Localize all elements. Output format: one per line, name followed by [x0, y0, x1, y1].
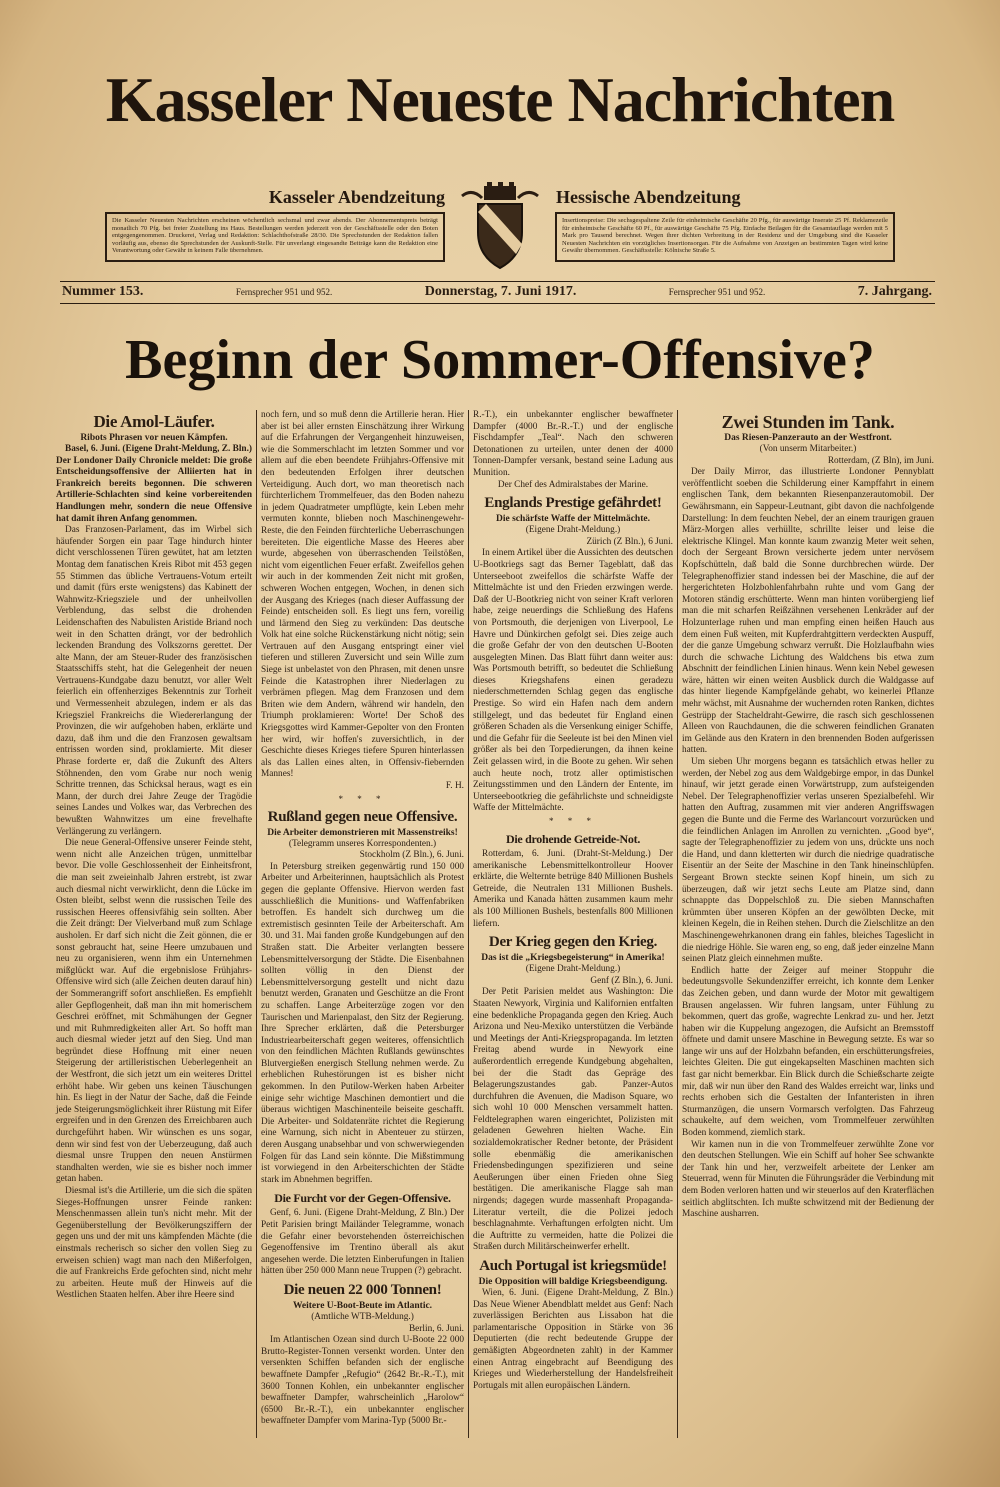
- column-rule: [468, 410, 469, 1438]
- divider: [60, 303, 935, 304]
- column-rule: [256, 410, 257, 1438]
- article-title: Rußland gegen neue Offensive.: [267, 808, 458, 825]
- article-title: Auch Portugal ist kriegsmüde!: [479, 1258, 667, 1274]
- article-paragraph: Um sieben Uhr morgens begann es tatsächlich etwas heller zu werden, der Nebel zog aus dem Waldgebirge empor, in das Dunkel hinauf, wir jetzt gerade einen Vorwärtstrupp, zum aufsteigenden Nebel. Der Telegraphenoffizier verlas unseren Spezialbefehl. Wir hatten den Auftrag, zusammen mit vier anderen Angriffswagen gegen die Bunte und die Ferme des Warlancourt vorzurücken und die feindlichen Anlagen im Anrollen zu vernichten. „Good bye“, sagte der Telegraphenoffizier zu jedem von uns, drückte uns noch die Hand, und dann kletterten wir durch die niedrige quadratische Eisentür an der Seite der Maschine in den Tank hineinschlüpfen. Sergeant Brown steckte seinen Kopf hinein, um sich zu überzeugen, daß wir jetzt sechs Leute am Platze sind, dann schnappte das Doppelschloß zu. Die sieben Mannschaften krümmten über unseren Köpfen an der gewölbten Decke, mit kleinen Kegeln, die in Reihen stehen. Durch die Zielschlitze an den Maschinengewehrkanonen drang ein fahles, bleiches Tageslicht in die niedrige Höhle. Sie waren eng, so eng, daß jeder einzelne Mann seinen Platz gleich einnehmen mußte.: [682, 757, 934, 965]
- article-subtitle: Das ist die „Kriegsbegeisterung“ in Amerika!: [481, 953, 665, 964]
- article-title: Die drohende Getreide-Not.: [505, 832, 641, 846]
- article-title: Der Krieg gegen den Krieg.: [488, 934, 658, 951]
- article-subtitle: Das Riesen-Panzerauto an der Westfront.: [724, 433, 892, 443]
- column-2: [261, 410, 464, 1428]
- article-dateline: Stockholm (Z Bln.), 6. Juni.: [359, 850, 464, 861]
- article-source: (Telegramm unseres Korrespondenten.): [288, 838, 437, 849]
- article-dateline: Berlin, 6. Juni.: [408, 1323, 464, 1334]
- article-source: (Eigene Draht-Meldung.): [525, 525, 621, 536]
- article-source: (Amtliche WTB-Meldung.): [311, 1311, 414, 1322]
- column-rule: [677, 410, 678, 1438]
- article-source: (Eigene Draht-Meldung.): [525, 964, 621, 975]
- article-title: Die Furcht vor der Gegen-Offensive.: [274, 1191, 451, 1206]
- article-paragraph: Im Atlantischen Ozean sind durch U-Boote 22 000 Brutto-Register-Tonnen versenkt worden. Unter den versenkten Schiffen befanden sich der englische bewaffnete Dampfer „Refugio“ (2642 Br.-R.-T.), mit 3600 Tonnen Kohlen, ein unbekannter englischer bewaffneter Dampfer, wahrscheinlich „Harolow“ (6500 Br.-R.-T.), ein unbekannter englischer bewaffneter Dampfer vom Marina-Typ (5000 Br.-: [261, 1335, 464, 1427]
- article-paragraph: Genf, 6. Juni. (Eigene Draht-Meldung, Z Bln.) Der Petit Parisien bringt Mailänder Telegramme, wonach die Gefahr einer bevorstehenden österreichischen Gegenoffensive im Trentino überall als akut angesehen werde. Die letzten Einberufungen in Italien hätten über 250 000 Mann neue Truppen (?) gebracht.: [261, 1208, 464, 1277]
- article-paragraph: Wien, 6. Juni. (Eigene Draht-Meldung, Z Bln.) Das Neue Wiener Abendblatt meldet aus Genf: Nach zuverlässigen Berichten aus Lissabon hat die parlamentarische Opposition in Stärke von 36 Deputierten (die recht bedeutende Gruppe der gemäßigten Abgeordneten zahlt) in der Kammer einen Antrag eingebracht auf Beendigung des Krieges und Wiederherstellung der Handelsfreiheit Portugals mit allen europäischen Ländern.: [473, 1288, 673, 1391]
- article-title: Englands Prestige gefährdet!: [484, 495, 662, 512]
- article-paragraph: R.-T.), ein unbekannter englischer bewaffneter Dampfer (4000 Br.-R.-T.) und der englische Fischdampfer „Teal“. Nach den schweren Detonationen zu urteilen, unter denen der 4000 Tonnen-Dampfer versank, bestand seine Ladung aus Munition.: [473, 410, 673, 478]
- masthead-subtitle-right: Hessische Abendzeitung: [556, 187, 741, 207]
- article-lead: Basel, 6. Juni. (Eigene Draht-Meldung, Z. Bln.) Der Londoner Daily Chronicle meldet: Die große Entscheidungsoffensive der Alliierten hat in Frankreich bereits begonnen. Die schweren Artillerie-Schlachten sind keine vorbereitenden Handlungen mehr, sondern die neue Offensive hat damit ihren Anfang genommen.: [56, 444, 252, 524]
- phone-right: Fernsprecher 951 und 952.: [668, 287, 766, 297]
- masthead-subtitle-left: Kasseler Abendzeitung: [268, 187, 445, 207]
- volume: 7. Jahrgang.: [857, 284, 932, 299]
- author-signature: Der Chef des Admiralstabes der Marine.: [497, 479, 649, 490]
- article-title: Die neuen 22 000 Tonnen!: [283, 1281, 442, 1298]
- article-subtitle: Die Opposition will baldige Kriegsbeendigung.: [478, 1277, 668, 1287]
- author-signature: F. H.: [445, 781, 464, 791]
- column-3: [473, 410, 673, 1392]
- article-paragraph: In Petersburg streiken gegenwärtig rund 150 000 Arbeiter und Arbeiterinnen, hauptsächlich als Protest gegen die geplante Offensive. Hiervon werden fast ausschließlich die Munitions- und Waffenfabriken betroffen. Es handelt sich durchweg um die extremistisch gesinnten Teile der Arbeiterschaft. Am 30. und 31. Mai fanden große Kundgebungen auf den Straßen statt. Die Arbeiter verlangten bessere Lebensmittelversorgung der Städte. Die Eisenbahnen sollten völlig in den Dienst der Lebensmittelversorgung gestellt und nicht dazu benutzt werden, Granaten und Geschütze an die Front zu schaffen. Lange Arbeiterzüge zogen vor den Taurischen und Marienpalast, den Sitz der Regierung. Ihre Sprecher erklärten, daß die Petersburger Industriearbeiterschaft gegen weiteres, offensichtlich von den feindlichen Mächten Rußlands gewünschtes Blutvergießen energisch Stellung nehmen werde. Zu erheblichen Ruhestörungen ist es bisher nicht gekommen. In den Putilow-Werken haben Arbeiter einige sehr wichtige Maschinen demontiert und die überaus wichtigen Maschinenteile beiseite geschafft. Die Arbeiter- und Soldatenräte richtet die Regierung eine Warnung, sich nicht in Abenteuer zu stürzen, deren Ausgang unabsehbar und von schwerwiegenden Folgen für das Land sein könnte. Die Mißstimmung ist vorwiegend in den Arbeiterschichten der Städte stark im Abnehmen begriffen.: [261, 861, 464, 1185]
- divider: [60, 281, 935, 282]
- article-paragraph: Die neue General-Offensive unserer Feinde steht, wenn nicht alle Anzeichen trügen, unmittelbar bevor. Die volle Geschlossenheit der Einheitsfront, die man seit zweieinhalb Jahren erstrebt, ist zwar auch diesmal nicht verwirklicht, denn die Lücke im Osten bleibt, selbst wenn die russischen Teile des russischen Heeres offensivfähig sein sollten. Aber die Zeit drängt: Der Vielverband muß zum Schlage ausholen. Er darf sich nicht die Zeit gönnen, die er sonst gebraucht hat, seine Heere umzubauen und neu zu organisieren, wenn ihm ein Unternehmen mißglückt war. Auf die ergebnislose Frühjahrs-Offensive wird sich (alle Zeichen deuten darauf hin) der Sommerangriff sofort anschließen. Es empfiehlt aller Gepflogenheit, daß man ihn mit homerischem Geschrei eröffnet, mit Schmähungen der Gegner und mit Ruhmredigkeiten aller Art. So hofft man auch diesmal wieder jetzt auf den Sieg. Und man begründet diese Hoffnung mit einer neuen Steigerung der artilleristischen Ueberlegenheit an der Westfront, die sich jetzt um ein weiteres Drittel erhöht habe. Wir geben uns keinen Täuschungen hin. Es liegt in der Natur der Sache, daß die Feinde jede Steigerungsmöglichkeit ihrer Rüstung mit Eifer ergreifen und in den Grenzen des Erreichbaren auch durchgeführt haben. Wir wünschen es uns sogar, denn wir sind fest von der Ueberzeugung, daß auch diesmal unsre Truppen den neuen Anstürmen standhalten werden, wie sie es bisher noch immer getan haben.: [56, 838, 252, 1185]
- column-1: [56, 410, 252, 1302]
- separator-stars: * * *: [549, 816, 597, 826]
- coat-of-arms-icon: [452, 182, 548, 272]
- separator-stars: * * *: [338, 793, 387, 804]
- article-paragraph: Der Petit Parisien meldet aus Washington: Die Staaten Newyork, Virginia und Kalifornien entfalten eine bedenkliche Propaganda gegen den Krieg. Auch Arizona und Neu-Mexiko unterstützen die Verbände und Meetings der Anti-Kriegspropaganda. Im letzten Freitag abend wurde in Newyork eine außerordentlich erregende Kundgebung abgehalten, bei der die Stadt das Gepräge des Belagerungszustandes gab. Panzer-Autos durchfuhren die Avenuen, die Madison Square, wo sich wohl 10 000 Menschen versammelt hatten. Feldtelegraphen waren eingerichtet, Polizisten mit geladenen Gewehren hielten Wache. Ein sozialdemokratischer Redner betonte, der Präsident solle ebenmäßig die amerikanischen Friedensbedingungen spezifizieren und seine Aeußerungen über einen Frieden ohne Sieg bestätigen. Die amerikanische Flagge sah man nirgends; dagegen wurde massenhaft Propaganda-Literatur verteilt, die die Polizei jedoch beschlagnahmte. Verhaftungen erfolgten nicht. Um die Auftritte zu vermeiden, hatte die Polizei die Straßen durch Militärscheinwerfer erhellt.: [473, 987, 673, 1253]
- article-paragraph: Wir kamen nun in die von Trommelfeuer zerwühlte Zone vor den deutschen Stellungen. Wie ein Schiff auf hoher See schwankte der Tank hin und her, verzweifelt arbeitete der Lenker am Steuerrad, wenn für Minuten die Führungsräder die Verbindung mit dem Boden verloren hatten und wir steuerlos auf den Kraterflächen seitlich abglitschten. Ich mußte schwitzend mit der Bedienung der Maschine ausharren.: [682, 1139, 934, 1220]
- issue-date: Donnerstag, 7. Juni 1917.: [424, 284, 577, 299]
- article-subtitle: Ribots Phrasen vor neuen Kämpfen.: [80, 433, 228, 443]
- article-dateline: Genf (Z Bln.), 6. Juni.: [590, 975, 673, 986]
- article-subtitle: Die schärfste Waffe der Mittelmächte.: [496, 514, 650, 525]
- article-paragraph: Rotterdam, 6. Juni. (Draht-St-Meldung.) Der amerikanische Lebensmittelkontrolleur Hoover erklärte, die Welternte betrüge 840 Millionen Bushels Getreide, die Neutralen 131 Millionen Bushels. Amerika und Kanada hätten zusammen kaum mehr als 100 Millionen Bushels, bestenfalls 800 Millionen liefern.: [473, 849, 673, 929]
- article-paragraph: noch fern, und so muß denn die Artillerie heran. Hier aber ist bei aller ernsten Einschätzung ihrer Wirkung auf die Erfahrungen der Vergangenheit hinzuweisen, wie die Sommerschlacht im letzten Sommer und vor allem auf die eben beendete Frühjahrs-Offensive mit den bedeutenden Erfolgen ihrer deutschen Verteidigung. Auch dort, wo man theoretisch nach fürchterlichem Trommelfeuer, das den Boden nahezu in jedem Quadratmeter umpflügte, kein Leben mehr vermuten konnte, blieben noch Maschinengewehr-Reste, die den Feinden fürchterliche Ueberraschungen bereiteten. Die eigentliche Masse des Heeres aber wurde, abgesehen von überraschenden Teilstößen, nicht vom eigentlichen Feuer erfaßt. Zweifellos gehen wir auch in der kommenden Zeit nicht mit großen, schweren Wochen entgegen, Wochen, in denen sich der Ausgang des Krieges (nach dieser Auffassung der Feinde) entscheiden soll. Es liegt uns fern, voreilig und lärmend den Sieg zu verkünden: Das deutsche Volk hat eine solche Rückenstärkung nicht nötig; sein Vertrauen auf den Ausgang entspringt einer viel tieferen und stilleren Zuversicht und sein Wille zum Siege ist unbelastet von den Phrasen, mit denen unsre Feinde die Katastrophen ihrer Niederlagen zu verbrämen pflegen. Mag dem Franzosen und dem Briten wie dem Andern, während wir handeln, den Triumph proklamieren: Worte! Der Schoß des Kriegsgottes wird Kammer-Gepolter von den Fronten her wird, wir hoffen's zuversichtlich, in der Geschichte dieses Krieges tiefere Spuren hinterlassen als das Lallen eines alten, in Offensiv-fiebernden Mannes!: [261, 410, 464, 780]
- article-subtitle: Weitere U-Boot-Beute im Atlantic.: [292, 1300, 433, 1311]
- article-source: (Von unserm Mitarbeiter.): [759, 444, 857, 454]
- issue-number: Nummer 153.: [62, 284, 144, 299]
- dateline: [62, 283, 932, 301]
- article-dateline: Rotterdam, (Z Bln), im Juni.: [827, 455, 934, 466]
- masthead-title: Kasseler Neueste Nachrichten: [105, 64, 895, 135]
- article-paragraph: Der Daily Mirror, das illustrierte Londoner Pennyblatt veröffentlicht soeben die Schilderung einer Kampffahrt in einem englischen Tank, dem bekannten Riesenpanzerautomobil. Der Gewährsmann, ein Sappeur-Leutnant, gibt davon die nachfolgende Darstellung: In dem feuchten Nebel, der an einem traurigen grauen März-Morgen alles verhüllte, schrillte leiser und leise die elektrische Klingel. Man konnte kaum zwanzig Meter weit sehen, doch der Sergeant Brown versicherte jedem unter nervösem Kopfschütteln, daß bald die Sonne durchbrechen würde. Der Telegraphenoffizier stand indessen bei der Maschine, die auf der hergerichteten Holzbohlenfahrbahn ruhte und vom Gang der Motoren ständig erschütterte. Wenn man hinten vorübergieng lief man die mit scharfen Reißzähnen versehenen Lenkräder auf der Holzunterlage ruhen und man empfing einen heißen Hauch aus dem einen Fuß weiten, mit Kupferdrahtgittern verdeckten Auspuff, der die ganze Umgebung schwarz verrußt. Die Holzlaufbahn wies durch die schwache Lichtung des Waldchens bis etwa zum Abschnitt der feindlichen Linien hinaus. Wenn kein Nebel gewesen wäre, hätten wir einen weiten Ausblick durch die Waldgasse auf das hinter liegende Kampfgelände gehabt, wo keinerlei Pflanze mehr wächst, mit Ausnahme der wuchernden roten Ranken, dichtes Gestrüpp der Stacheldraht-Gewirre, die rasch sich geschlossenen Alleen von Rauchdaunen, die die schweren feindlichen Granaten im Gelände aus den Kratern in den brennenden Boden aufgerissen hatten.: [682, 467, 934, 756]
- main-headline: Beginn der Sommer-Offensive?: [125, 329, 875, 391]
- article-paragraph: In einem Artikel über die Aussichten des deutschen U-Bootkriegs sagt das Berner Tageblatt, daß das Unterseeboot zweifellos die schärfste Waffe der Mittelmächte ist und den Frieden erzwingen werde. Daß der U-Bootkrieg nicht von seiner Kraft verloren habe, zeige neuerdings die Schließung des Hafens von Portsmouth, die derjenigen von Liverpool, Le Havre und Dünkirchen gefolgt sei. Dies zeige auch die große Gefahr der von den deutschen U-Booten ausgelegten Minen. Das Blatt führt dann weiter aus: Was Portsmouth betrifft, so bedeutet die Schließung dieses Kriegshafens einen geradezu niederschmetternden Schlag gegen das englische Prestige. So wird ein Hafen nach dem andern stillgelegt, und das bedeutet für England einen größeren Schaden als die Versenkung einiger Schiffe, und die Gefahr für die Seeleute ist bei den Minen viel größer als bei den Torpedierungen, da ihnen keine Zeit gelassen wird, in die Boote zu gehen. Wir sehen auch heute noch, trotz aller optimistischen Zeitungsstimmen und den Ländern der Entente, im Unterseebootkrieg die gefährlichste und schneidigste Waffe der Mittelmächte.: [473, 548, 673, 814]
- article-dateline: Zürich (Z Bln.), 6 Juni.: [586, 536, 673, 547]
- column-4: [682, 410, 934, 1221]
- article-subtitle: Die Arbeiter demonstrieren mit Massenstreiks!: [267, 827, 458, 838]
- article-title: Zwei Stunden im Tank.: [721, 412, 895, 432]
- subscription-info-box: Die Kasseler Neuesten Nachrichten erscheinen wöchentlich sechsmal und zwar abends. Der Abonnementspreis beträgt monatlich 70 Pfg. bei freier Zustellung ins Haus. Bestellungen werden jederzeit von der Geschäftsstelle oder den Boten entgegengenommen. Druckerei, Verlag und Redaktion: Schlachthofstraße 28/30. Die Sprechstunden der Redaktion fallen vorläufig aus, ebenso die Sprechstunden der Auskunft-Stelle. Für unverlangt eingesandte Beiträge kann die Redaktion eine Verantwortung oder Gewähr in keinem Falle übernehmen.: [105, 212, 445, 262]
- article-paragraph: Das Franzosen-Parlament, das im Wirbel sich häufender Sorgen ein paar Tage hindurch hinter dicht verschlossenen Türen gewütet, hat am letzten Montag dem fanatischen Kreis Ribot mit 453 gegen 55 Stimmen das übliche Vertrauens-Votum erteilt und damit (fürs erste wenigstens) das Kabinett der Wahnwitz-Kriegsziele und der unheilvollen Verblendung, das selbst die drohenden Leidenschaften des Nabulisten Aristide Briand noch weit in den Schatten drängt, vor der bedrohlich leckenden Brandung des Volkszorns gerettet. Der alte Mann, der am Steuer-Ruder des französischen Staatsschiffs steht, hat die Gelegenheit der neuen Vertrauens-Kundgabe dazu benutzt, vor aller Welt feierlich ein offenherziges Bekenntnis zur Torheit und Vermessenheit abzulegen, indem er als das Kriegsziel Frankreichs die Wiedererlangung der Provinzen, die wir aufgehoben haben, erklärte und dazu, daß ihm und die den Franzosen gewaltsam entrissen worden sind, proklamierte. Mit dieser Phrase forderte er, daß die Zukunft des Alters Stöhnenden, den vom Grabe nur noch wenig Schritte trennen, das Schicksal heraus, wagt es ein Mann, der durch drei Jahre Zeuge der Tragödie seines Landes und Volkes war, das Verbrechen des bewußten Wahnwitzes um eine frevelhafte Verlängerung zu verlängern.: [56, 525, 252, 837]
- article-paragraph: Diesmal ist's die Artillerie, um die sich die späten Sieges-Hoffnungen unsrer Feinde ranken: Menschenmassen allein tun's nicht mehr. Mit der Gegenüberstellung der Bevölkerungsziffern der gegen uns und der mit uns kämpfenden Mächte (die einstmals recherisch so sicher den vollen Sieg zu erweisen schien) wagt man nach den Mißerfolgen, die auf Frankreichs Erde gefochten sind, nicht mehr zu arbeiten. Heute muß der Hinweis auf die Westlichen Staaten helfen. Aber ihre Heere sind: [56, 1186, 252, 1301]
- article-paragraph: Endlich hatte der Zeiger auf meiner Stoppuhr die bedeutungsvolle Sekundenziffer erreicht, ich konnte dem Lenker das Zeichen geben, und dann wurde der Motor mit gewaltigem Brausen angelassen. Wir fuhren langsam, unter Fühlung zu bekommen, quert das große, wagrechte Lenkrad zu- und her. Jetzt haben wir die Kuppelung angezogen, die Aufsicht an Bremsstoff öffnete und damit unsere Maschine in Bewegung setzte. Es war so lange wir uns auf der Holzbahn befanden, ein erschütterungsfreies, leichtes Gleiten. Die gut eingekapselten Maschinen machten sich fast gar nicht bemerkbar. Ein Blick durch die Schießscharte zeigte mir, daß wir nun über den Rand des Waldes erreicht war, links und rechts erhoben sich die Gestalten der Infanteristen in ihren Sturmanzügen, die unsern Vormarsch verfolgten. Das Fahrzeug schaukelte, auf dem weichen, vom Trommelfeuer zerwühlten Boden kommend, ziemlich stark.: [682, 965, 934, 1139]
- article-title: Die Amol-Läufer.: [93, 412, 215, 431]
- advertising-info-box: Insertionspreise: Die sechsgespaltene Zeile für einheimische Geschäfte 20 Pfg., für auswärtige Inserate 25 Pf. Reklamezeile für einheimische Geschäfte 60 Pf., für auswärtige Geschäfte 75 Pfg. Einfache Beilagen für die Gesamtauflage werden mit 5 Mark pro Tausend berechnet. Wegen ihrer dichten Verbreitung in der Residenz und der Umgebung sind die Kasseler Neuesten Nachrichten ein vorzügliches Insertionsorgan. Für die Aufnahme von Anzeigen an bestimmten Tagen wird keine Gewähr übernommen. Geschäftsstelle: Kölnische Straße 5.: [555, 212, 895, 262]
- phone-left: Fernsprecher 951 und 952.: [235, 287, 333, 297]
